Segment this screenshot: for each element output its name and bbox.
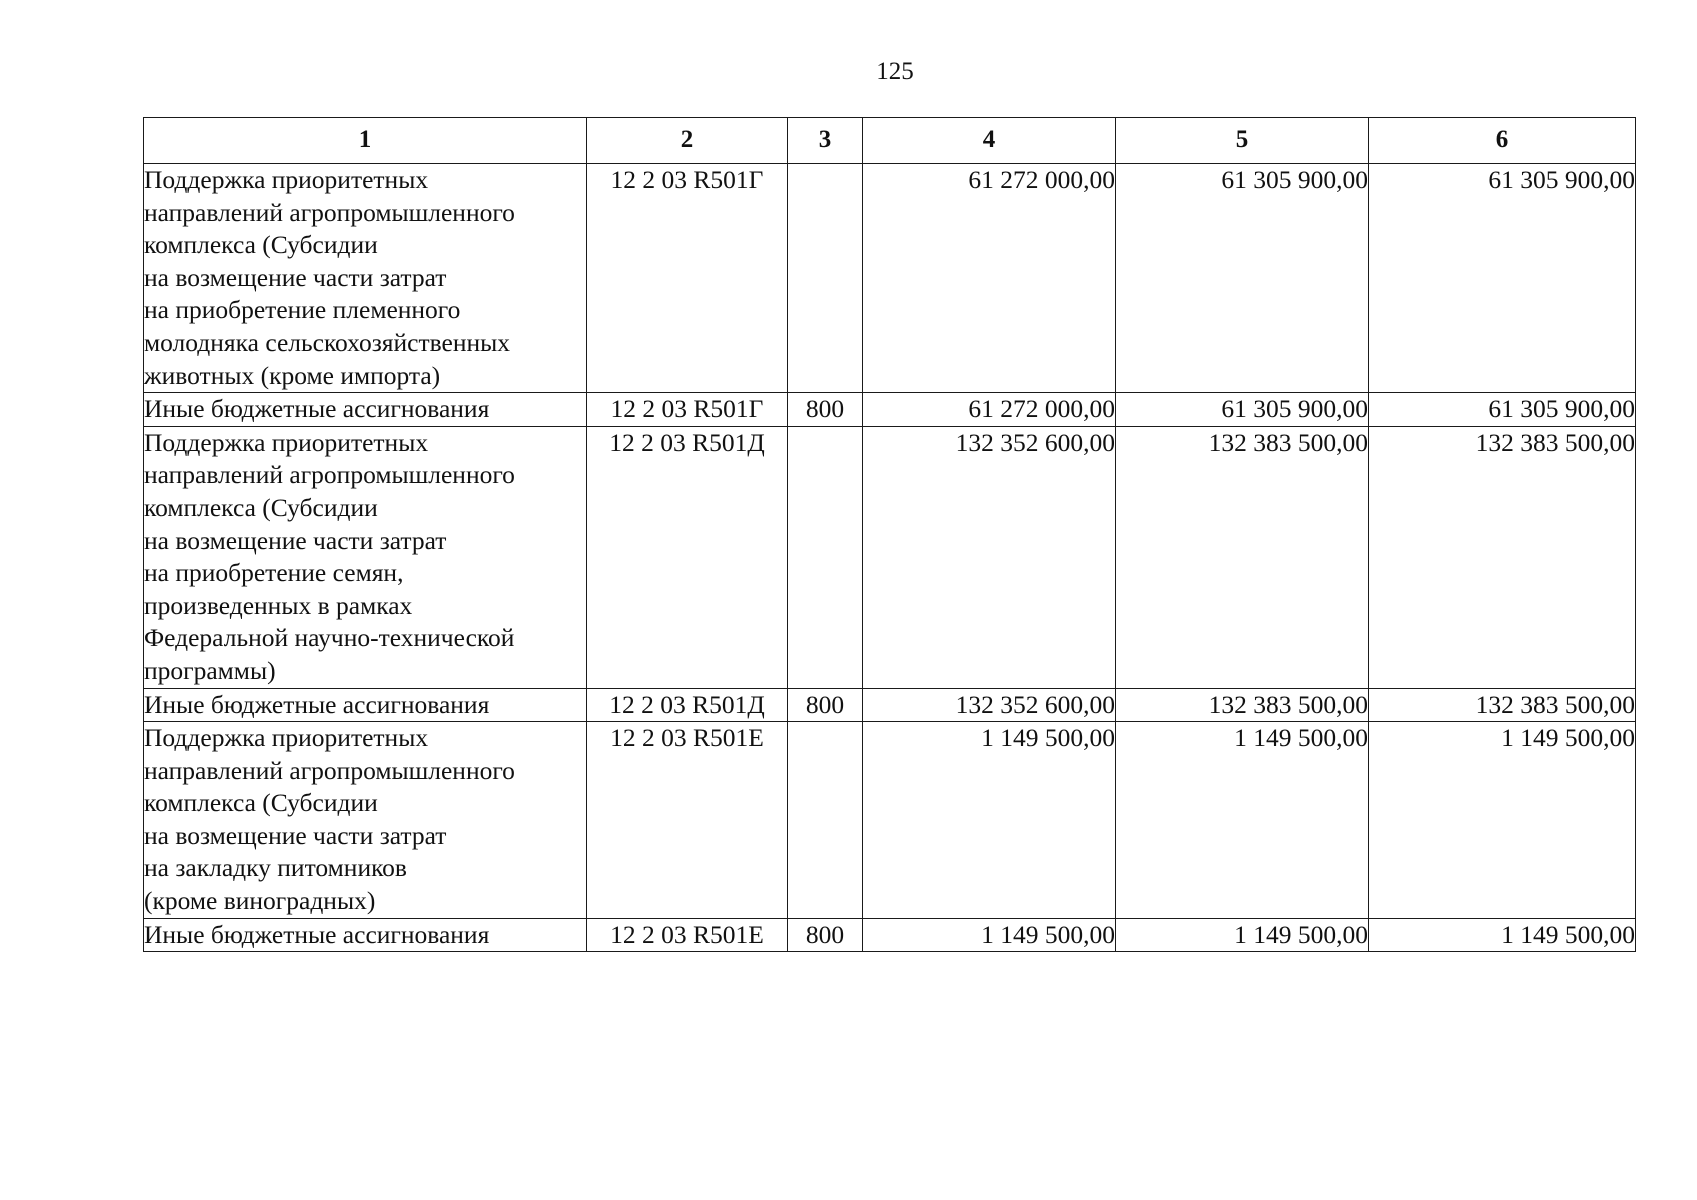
target-code-cell: 12 2 03 R501Е — [587, 722, 788, 919]
amount-col-6-cell: 132 383 500,00 — [1369, 688, 1636, 722]
row-name-line: Поддержка приоритетных — [144, 723, 429, 753]
amount-col-5-cell: 1 149 500,00 — [1116, 918, 1369, 952]
table-row — [144, 164, 1636, 393]
table-header-row — [144, 118, 1636, 164]
row-name-line: направлений агропромышленного — [144, 755, 515, 785]
row-name-line: молодняка сельскохозяйственных — [144, 327, 510, 357]
column-header-5: 5 — [1116, 118, 1369, 164]
amount-col-5-cell: 132 383 500,00 — [1116, 426, 1369, 688]
row-name-line: на приобретение племенного — [144, 295, 461, 325]
column-header-4: 4 — [863, 118, 1116, 164]
amount-col-6-cell: 1 149 500,00 — [1369, 722, 1636, 919]
amount-col-6-cell: 1 149 500,00 — [1369, 918, 1636, 952]
row-name-line: на возмещение части затрат — [144, 262, 447, 292]
amount-col-5-cell: 132 383 500,00 — [1116, 688, 1369, 722]
row-name-line: на закладку питомников — [144, 853, 407, 883]
expense-type-cell: 800 — [788, 393, 863, 427]
expense-type-cell: 800 — [788, 918, 863, 952]
row-name-line: Поддержка приоритетных — [144, 427, 429, 457]
table-row — [144, 918, 1636, 952]
target-code-cell: 12 2 03 R501Д — [587, 426, 788, 688]
row-name-line: Иные бюджетные ассигнования — [144, 919, 490, 949]
row-name-cell — [144, 426, 587, 688]
page-number: 125 — [876, 58, 914, 85]
column-header-1: 1 — [144, 118, 587, 164]
amount-col-4-cell: 61 272 000,00 — [863, 393, 1116, 427]
row-name-cell — [144, 164, 587, 393]
budget-table — [143, 117, 1636, 952]
target-code-cell: 12 2 03 R501Г — [587, 164, 788, 393]
column-header-6: 6 — [1369, 118, 1636, 164]
row-name-line: Иные бюджетные ассигнования — [144, 689, 490, 719]
target-code-cell: 12 2 03 R501Д — [587, 688, 788, 722]
row-name-line: программы) — [144, 655, 276, 685]
target-code-cell: 12 2 03 R501Е — [587, 918, 788, 952]
amount-col-4-cell: 132 352 600,00 — [863, 426, 1116, 688]
amount-col-6-cell: 61 305 900,00 — [1369, 164, 1636, 393]
expense-type-cell: 800 — [788, 688, 863, 722]
row-name-cell — [144, 722, 587, 919]
amount-col-5-cell: 61 305 900,00 — [1116, 393, 1369, 427]
row-name-line: на возмещение части затрат — [144, 820, 447, 850]
amount-col-6-cell: 61 305 900,00 — [1369, 393, 1636, 427]
amount-col-4-cell: 1 149 500,00 — [863, 722, 1116, 919]
row-name-cell — [144, 688, 587, 722]
row-name-line: произведенных в рамках — [144, 590, 413, 620]
amount-col-4-cell: 1 149 500,00 — [863, 918, 1116, 952]
row-name-line: (кроме виноградных) — [144, 886, 376, 916]
amount-col-6-cell: 132 383 500,00 — [1369, 426, 1636, 688]
row-name-line: направлений агропромышленного — [144, 197, 515, 227]
row-name-line: комплекса (Субсидии — [144, 788, 378, 818]
amount-col-5-cell: 1 149 500,00 — [1116, 722, 1369, 919]
amount-col-5-cell: 61 305 900,00 — [1116, 164, 1369, 393]
expense-type-cell — [788, 722, 863, 919]
column-header-3: 3 — [788, 118, 863, 164]
table-row — [144, 722, 1636, 919]
row-name-line: Иные бюджетные ассигнования — [144, 394, 490, 424]
target-code-cell: 12 2 03 R501Г — [587, 393, 788, 427]
row-name-line: Федеральной научно-технической — [144, 623, 515, 653]
row-name-line: на возмещение части затрат — [144, 525, 447, 555]
column-header-2: 2 — [587, 118, 788, 164]
table-body — [144, 164, 1636, 952]
row-name-cell — [144, 918, 587, 952]
row-name-line: направлений агропромышленного — [144, 460, 515, 490]
row-name-line: животных (кроме импорта) — [144, 360, 441, 390]
amount-col-4-cell: 132 352 600,00 — [863, 688, 1116, 722]
row-name-line: на приобретение семян, — [144, 558, 404, 588]
row-name-line: Поддержка приоритетных — [144, 165, 429, 194]
row-name-line: комплекса (Субсидии — [144, 230, 378, 260]
row-name-cell — [144, 393, 587, 427]
expense-type-cell — [788, 426, 863, 688]
expense-type-cell — [788, 164, 863, 393]
table-row — [144, 393, 1636, 427]
row-name-line: комплекса (Субсидии — [144, 492, 378, 522]
table-row — [144, 426, 1636, 688]
amount-col-4-cell: 61 272 000,00 — [863, 164, 1116, 393]
table-row — [144, 688, 1636, 722]
